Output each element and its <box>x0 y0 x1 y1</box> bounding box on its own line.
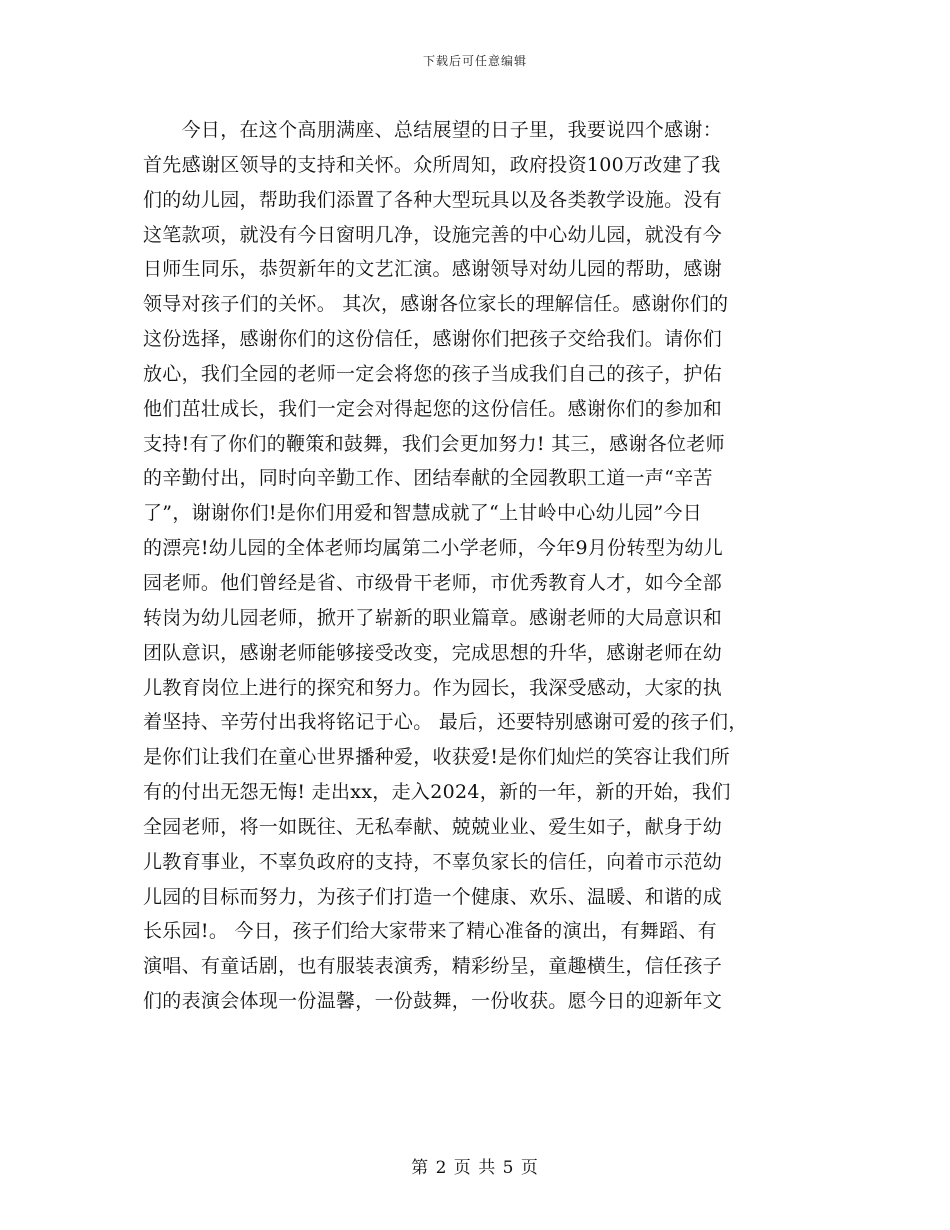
text-line: 支持!有了你们的鞭策和鼓舞，我们会更加努力! 其三，感谢各位老师 <box>143 432 725 455</box>
text-line: 们的表演会体现一份温馨，一份鼓舞，一份收获。愿今日的迎新年文 <box>143 990 723 1013</box>
text-line: 有的付出无怨无悔! 走出xx，走入2024，新的一年，新的开始，我们 <box>143 781 731 804</box>
text-line: 长乐园!。 今日，孩子们给大家带来了精心准备的演出，有舞蹈、有 <box>143 920 717 943</box>
text-line: 们的幼儿园，帮助我们添置了各种大型玩具以及各类教学设施。没有 <box>143 188 723 211</box>
text-line: 儿教育岗位上进行的探究和努力。作为园长，我深受感动，大家的执 <box>143 676 723 699</box>
text-line: 的漂亮!幼儿园的全体老师均属第二小学老师，今年9月份转型为幼儿 <box>143 537 724 560</box>
text-line: 的辛勤付出，同时向辛勤工作、团结奉献的全园教职工道一声“辛苦 <box>143 467 713 490</box>
text-line: 今日，在这个高朋满座、总结展望的日子里，我要说四个感谢： <box>143 119 723 141</box>
text-line: 日师生同乐，恭贺新年的文艺汇演。感谢领导对幼儿园的帮助，感谢 <box>143 258 723 281</box>
text-line: 儿园的目标而努力，为孩子们打造一个健康、欢乐、温暖、和谐的成 <box>143 885 723 908</box>
text-line: 这笔款项，就没有今日窗明几净，设施完善的中心幼儿园，就没有今 <box>143 223 723 246</box>
text-line: 全园老师，将一如既往、无私奉献、兢兢业业、爱生如子，献身于幼 <box>143 815 723 838</box>
text-line: 他们茁壮成长，我们一定会对得起您的这份信任。感谢你们的参加和 <box>143 397 723 420</box>
text-line: 是你们让我们在童心世界播种爱，收获爱!是你们灿烂的笑容让我们所 <box>143 746 730 769</box>
page-header: 下载后可任意编辑 <box>422 54 527 68</box>
text-line: 园老师。他们曾经是省、市级骨干老师，市优秀教育人才，如今全部 <box>143 571 723 594</box>
text-line: 演唱、有童话剧，也有服装表演秀，精彩纷呈，童趣横生，信任孩子 <box>143 955 723 978</box>
text-line: 领导对孩子们的关怀。 其次，感谢各位家长的理解信任。感谢你们的 <box>143 293 729 316</box>
document-body <box>143 113 823 1019</box>
text-line: 转岗为幼儿园老师，掀开了崭新的职业篇章。感谢老师的大局意识和 <box>143 606 723 629</box>
text-line: 儿教育事业，不辜负政府的支持，不辜负家长的信任，向着市示范幼 <box>143 850 723 873</box>
text-line: 团队意识，感谢老师能够接受改变，完成思想的升华，感谢老师在幼 <box>143 641 723 664</box>
text-line: 了”，谢谢你们!是你们用爱和智慧成就了“上甘岭中心幼儿园”今日 <box>143 502 703 525</box>
text-line: 这份选择，感谢你们的这份信任，感谢你们把孩子交给我们。请你们 <box>143 328 723 351</box>
text-line: 放心，我们全园的老师一定会将您的孩子当成我们自己的孩子，护佑 <box>143 362 723 385</box>
text-line: 着坚持、辛劳付出我将铭记于心。 最后，还要特别感谢可爱的孩子们， <box>143 711 748 734</box>
text-line: 首先感谢区领导的支持和关怀。众所周知，政府投资100万改建了我 <box>143 153 721 176</box>
page-number-footer: 第 2 页 共 5 页 <box>411 1158 539 1178</box>
